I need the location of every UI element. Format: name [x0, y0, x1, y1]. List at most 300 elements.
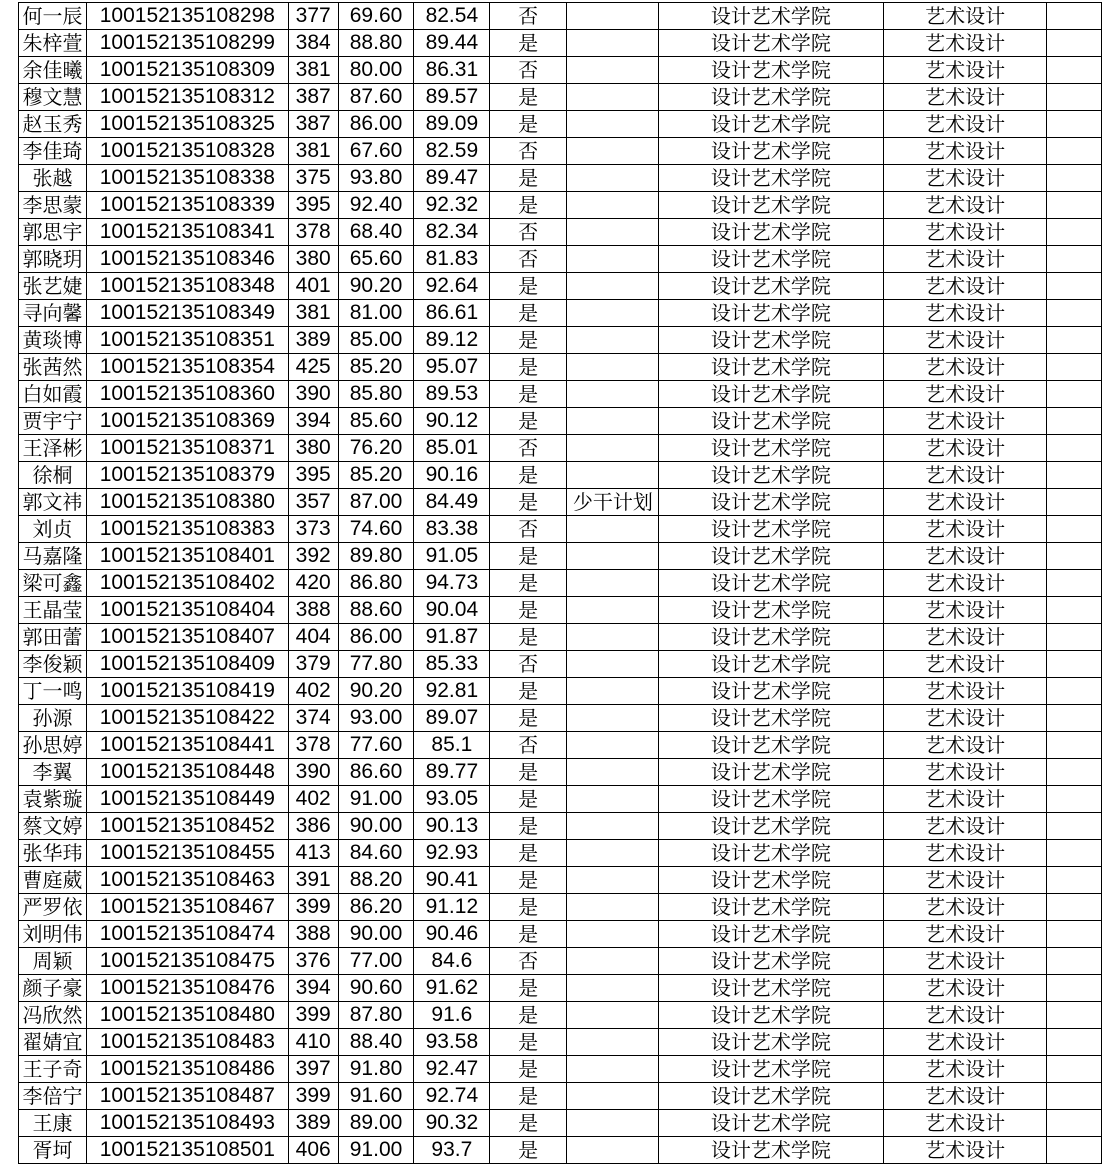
note-cell — [566, 813, 658, 840]
name-cell: 郭晓玥 — [19, 246, 87, 273]
initial-score-cell: 381 — [288, 57, 338, 84]
exam-id-cell: 100152135108419 — [86, 678, 288, 705]
major-cell: 艺术设计 — [883, 759, 1046, 786]
extra-cell — [1047, 57, 1102, 84]
note-cell — [566, 597, 658, 624]
admitted-cell: 是 — [490, 570, 567, 597]
interview-score-cell: 85.20 — [338, 462, 414, 489]
initial-score-cell: 374 — [288, 705, 338, 732]
school-cell: 设计艺术学院 — [658, 975, 883, 1002]
admitted-cell: 是 — [490, 597, 567, 624]
admitted-cell: 是 — [490, 408, 567, 435]
initial-score-cell: 402 — [288, 786, 338, 813]
name-cell: 黄琰博 — [19, 327, 87, 354]
major-cell: 艺术设计 — [883, 462, 1046, 489]
interview-score-cell: 74.60 — [338, 516, 414, 543]
table-row — [19, 354, 1102, 381]
interview-score-cell: 90.00 — [338, 921, 414, 948]
extra-cell — [1047, 678, 1102, 705]
exam-id-cell: 100152135108299 — [86, 30, 288, 57]
exam-id-cell: 100152135108309 — [86, 57, 288, 84]
table-row — [19, 543, 1102, 570]
extra-cell — [1047, 759, 1102, 786]
major-cell: 艺术设计 — [883, 57, 1046, 84]
school-cell: 设计艺术学院 — [658, 705, 883, 732]
major-cell: 艺术设计 — [883, 948, 1046, 975]
extra-cell — [1047, 867, 1102, 894]
interview-score-cell: 93.80 — [338, 165, 414, 192]
name-cell: 曹庭葳 — [19, 867, 87, 894]
note-cell — [566, 327, 658, 354]
note-cell — [566, 732, 658, 759]
note-cell — [566, 786, 658, 813]
name-cell: 李倍宁 — [19, 1083, 87, 1110]
major-cell: 艺术设计 — [883, 408, 1046, 435]
interview-score-cell: 91.00 — [338, 1137, 414, 1164]
initial-score-cell: 394 — [288, 408, 338, 435]
extra-cell — [1047, 840, 1102, 867]
extra-cell — [1047, 651, 1102, 678]
total-score-cell: 91.12 — [414, 894, 490, 921]
name-cell: 刘贞 — [19, 516, 87, 543]
table-row — [19, 570, 1102, 597]
total-score-cell: 93.05 — [414, 786, 490, 813]
initial-score-cell: 386 — [288, 813, 338, 840]
admitted-cell: 是 — [490, 786, 567, 813]
interview-score-cell: 76.20 — [338, 435, 414, 462]
total-score-cell: 92.47 — [414, 1056, 490, 1083]
major-cell: 艺术设计 — [883, 273, 1046, 300]
interview-score-cell: 90.20 — [338, 678, 414, 705]
interview-score-cell: 90.00 — [338, 813, 414, 840]
extra-cell — [1047, 246, 1102, 273]
admitted-cell: 是 — [490, 462, 567, 489]
table-row — [19, 57, 1102, 84]
major-cell: 艺术设计 — [883, 30, 1046, 57]
name-cell: 白如霞 — [19, 381, 87, 408]
total-score-cell: 93.58 — [414, 1029, 490, 1056]
extra-cell — [1047, 921, 1102, 948]
name-cell: 李翼 — [19, 759, 87, 786]
note-cell — [566, 867, 658, 894]
school-cell: 设计艺术学院 — [658, 1029, 883, 1056]
name-cell: 张艺婕 — [19, 273, 87, 300]
note-cell — [566, 408, 658, 435]
note-cell — [566, 651, 658, 678]
admitted-cell: 是 — [490, 354, 567, 381]
note-cell — [566, 57, 658, 84]
admitted-cell: 否 — [490, 651, 567, 678]
name-cell: 颜子豪 — [19, 975, 87, 1002]
school-cell: 设计艺术学院 — [658, 624, 883, 651]
initial-score-cell: 381 — [288, 300, 338, 327]
total-score-cell: 90.13 — [414, 813, 490, 840]
extra-cell — [1047, 516, 1102, 543]
extra-cell — [1047, 327, 1102, 354]
total-score-cell: 90.12 — [414, 408, 490, 435]
major-cell: 艺术设计 — [883, 165, 1046, 192]
table-row — [19, 948, 1102, 975]
major-cell: 艺术设计 — [883, 813, 1046, 840]
table-row — [19, 516, 1102, 543]
extra-cell — [1047, 354, 1102, 381]
name-cell: 严罗依 — [19, 894, 87, 921]
total-score-cell: 85.1 — [414, 732, 490, 759]
interview-score-cell: 92.40 — [338, 192, 414, 219]
name-cell: 梁可鑫 — [19, 570, 87, 597]
extra-cell — [1047, 408, 1102, 435]
exam-id-cell: 100152135108467 — [86, 894, 288, 921]
school-cell: 设计艺术学院 — [658, 732, 883, 759]
initial-score-cell: 399 — [288, 1002, 338, 1029]
initial-score-cell: 420 — [288, 570, 338, 597]
major-cell: 艺术设计 — [883, 435, 1046, 462]
admitted-cell: 否 — [490, 246, 567, 273]
major-cell: 艺术设计 — [883, 867, 1046, 894]
table-row — [19, 894, 1102, 921]
table-row — [19, 300, 1102, 327]
initial-score-cell: 404 — [288, 624, 338, 651]
initial-score-cell: 401 — [288, 273, 338, 300]
total-score-cell: 86.61 — [414, 300, 490, 327]
name-cell: 王晶莹 — [19, 597, 87, 624]
interview-score-cell: 91.80 — [338, 1056, 414, 1083]
exam-id-cell: 100152135108328 — [86, 138, 288, 165]
exam-id-cell: 100152135108348 — [86, 273, 288, 300]
extra-cell — [1047, 489, 1102, 516]
school-cell: 设计艺术学院 — [658, 3, 883, 30]
total-score-cell: 90.16 — [414, 462, 490, 489]
total-score-cell: 82.59 — [414, 138, 490, 165]
major-cell: 艺术设计 — [883, 111, 1046, 138]
note-cell — [566, 1083, 658, 1110]
name-cell: 李俊颖 — [19, 651, 87, 678]
table-row — [19, 84, 1102, 111]
school-cell: 设计艺术学院 — [658, 570, 883, 597]
admitted-cell: 是 — [490, 300, 567, 327]
note-cell: 少干计划 — [566, 489, 658, 516]
interview-score-cell: 93.00 — [338, 705, 414, 732]
major-cell: 艺术设计 — [883, 1137, 1046, 1164]
admitted-cell: 是 — [490, 1056, 567, 1083]
exam-id-cell: 100152135108351 — [86, 327, 288, 354]
major-cell: 艺术设计 — [883, 327, 1046, 354]
interview-score-cell: 77.80 — [338, 651, 414, 678]
total-score-cell: 84.6 — [414, 948, 490, 975]
exam-id-cell: 100152135108448 — [86, 759, 288, 786]
interview-score-cell: 87.80 — [338, 1002, 414, 1029]
note-cell — [566, 570, 658, 597]
admitted-cell: 是 — [490, 1137, 567, 1164]
interview-score-cell: 85.80 — [338, 381, 414, 408]
major-cell: 艺术设计 — [883, 894, 1046, 921]
interview-score-cell: 88.40 — [338, 1029, 414, 1056]
total-score-cell: 89.44 — [414, 30, 490, 57]
note-cell — [566, 246, 658, 273]
extra-cell — [1047, 1056, 1102, 1083]
admitted-cell: 是 — [490, 30, 567, 57]
school-cell: 设计艺术学院 — [658, 462, 883, 489]
initial-score-cell: 394 — [288, 975, 338, 1002]
note-cell — [566, 138, 658, 165]
total-score-cell: 89.12 — [414, 327, 490, 354]
table-row — [19, 1029, 1102, 1056]
table-row — [19, 138, 1102, 165]
total-score-cell: 89.09 — [414, 111, 490, 138]
table-row — [19, 327, 1102, 354]
initial-score-cell: 357 — [288, 489, 338, 516]
note-cell — [566, 705, 658, 732]
major-cell: 艺术设计 — [883, 516, 1046, 543]
school-cell: 设计艺术学院 — [658, 381, 883, 408]
school-cell: 设计艺术学院 — [658, 408, 883, 435]
table-row — [19, 408, 1102, 435]
table-row — [19, 732, 1102, 759]
note-cell — [566, 894, 658, 921]
major-cell: 艺术设计 — [883, 246, 1046, 273]
major-cell: 艺术设计 — [883, 1083, 1046, 1110]
exam-id-cell: 100152135108338 — [86, 165, 288, 192]
interview-score-cell: 86.80 — [338, 570, 414, 597]
interview-score-cell: 81.00 — [338, 300, 414, 327]
school-cell: 设计艺术学院 — [658, 543, 883, 570]
school-cell: 设计艺术学院 — [658, 1110, 883, 1137]
extra-cell — [1047, 948, 1102, 975]
major-cell: 艺术设计 — [883, 975, 1046, 1002]
interview-score-cell: 89.80 — [338, 543, 414, 570]
exam-id-cell: 100152135108487 — [86, 1083, 288, 1110]
interview-score-cell: 88.80 — [338, 30, 414, 57]
major-cell: 艺术设计 — [883, 840, 1046, 867]
school-cell: 设计艺术学院 — [658, 327, 883, 354]
name-cell: 李思蒙 — [19, 192, 87, 219]
school-cell: 设计艺术学院 — [658, 1002, 883, 1029]
exam-id-cell: 100152135108298 — [86, 3, 288, 30]
table-row — [19, 813, 1102, 840]
school-cell: 设计艺术学院 — [658, 516, 883, 543]
major-cell: 艺术设计 — [883, 381, 1046, 408]
extra-cell — [1047, 1137, 1102, 1164]
initial-score-cell: 397 — [288, 1056, 338, 1083]
total-score-cell: 89.07 — [414, 705, 490, 732]
note-cell — [566, 462, 658, 489]
name-cell: 郭思宇 — [19, 219, 87, 246]
total-score-cell: 92.81 — [414, 678, 490, 705]
extra-cell — [1047, 3, 1102, 30]
table-row — [19, 975, 1102, 1002]
interview-score-cell: 65.60 — [338, 246, 414, 273]
name-cell: 丁一鸣 — [19, 678, 87, 705]
exam-id-cell: 100152135108341 — [86, 219, 288, 246]
exam-id-cell: 100152135108501 — [86, 1137, 288, 1164]
exam-id-cell: 100152135108463 — [86, 867, 288, 894]
table-row — [19, 165, 1102, 192]
admitted-cell: 是 — [490, 1110, 567, 1137]
interview-score-cell: 91.60 — [338, 1083, 414, 1110]
admitted-cell: 是 — [490, 192, 567, 219]
table-row — [19, 1002, 1102, 1029]
note-cell — [566, 84, 658, 111]
major-cell: 艺术设计 — [883, 1029, 1046, 1056]
initial-score-cell: 402 — [288, 678, 338, 705]
total-score-cell: 89.57 — [414, 84, 490, 111]
total-score-cell: 92.93 — [414, 840, 490, 867]
note-cell — [566, 219, 658, 246]
major-cell: 艺术设计 — [883, 786, 1046, 813]
interview-score-cell: 88.20 — [338, 867, 414, 894]
interview-score-cell: 87.60 — [338, 84, 414, 111]
name-cell: 蔡文婷 — [19, 813, 87, 840]
admitted-cell: 是 — [490, 705, 567, 732]
major-cell: 艺术设计 — [883, 354, 1046, 381]
note-cell — [566, 759, 658, 786]
exam-id-cell: 100152135108486 — [86, 1056, 288, 1083]
initial-score-cell: 388 — [288, 921, 338, 948]
interview-score-cell: 69.60 — [338, 3, 414, 30]
admitted-cell: 是 — [490, 840, 567, 867]
admitted-cell: 是 — [490, 111, 567, 138]
admitted-cell: 是 — [490, 327, 567, 354]
school-cell: 设计艺术学院 — [658, 921, 883, 948]
extra-cell — [1047, 111, 1102, 138]
exam-id-cell: 100152135108404 — [86, 597, 288, 624]
interview-score-cell: 90.60 — [338, 975, 414, 1002]
interview-score-cell: 84.60 — [338, 840, 414, 867]
school-cell: 设计艺术学院 — [658, 57, 883, 84]
total-score-cell: 90.04 — [414, 597, 490, 624]
initial-score-cell: 391 — [288, 867, 338, 894]
school-cell: 设计艺术学院 — [658, 435, 883, 462]
school-cell: 设计艺术学院 — [658, 165, 883, 192]
school-cell: 设计艺术学院 — [658, 30, 883, 57]
note-cell — [566, 192, 658, 219]
name-cell: 朱梓萱 — [19, 30, 87, 57]
admitted-cell: 是 — [490, 273, 567, 300]
initial-score-cell: 380 — [288, 246, 338, 273]
exam-id-cell: 100152135108493 — [86, 1110, 288, 1137]
note-cell — [566, 948, 658, 975]
exam-id-cell: 100152135108346 — [86, 246, 288, 273]
table-row — [19, 30, 1102, 57]
initial-score-cell: 377 — [288, 3, 338, 30]
name-cell: 余佳曦 — [19, 57, 87, 84]
note-cell — [566, 300, 658, 327]
initial-score-cell: 392 — [288, 543, 338, 570]
note-cell — [566, 921, 658, 948]
interview-score-cell: 80.00 — [338, 57, 414, 84]
name-cell: 张越 — [19, 165, 87, 192]
exam-id-cell: 100152135108452 — [86, 813, 288, 840]
table-row — [19, 759, 1102, 786]
initial-score-cell: 378 — [288, 732, 338, 759]
school-cell: 设计艺术学院 — [658, 894, 883, 921]
table-row — [19, 624, 1102, 651]
table-row — [19, 111, 1102, 138]
school-cell: 设计艺术学院 — [658, 948, 883, 975]
table-row — [19, 1110, 1102, 1137]
name-cell: 贾宇宁 — [19, 408, 87, 435]
total-score-cell: 91.05 — [414, 543, 490, 570]
exam-id-cell: 100152135108383 — [86, 516, 288, 543]
initial-score-cell: 399 — [288, 1083, 338, 1110]
extra-cell — [1047, 138, 1102, 165]
extra-cell — [1047, 705, 1102, 732]
table-row — [19, 462, 1102, 489]
initial-score-cell: 406 — [288, 1137, 338, 1164]
initial-score-cell: 379 — [288, 651, 338, 678]
school-cell: 设计艺术学院 — [658, 111, 883, 138]
total-score-cell: 92.74 — [414, 1083, 490, 1110]
extra-cell — [1047, 84, 1102, 111]
exam-id-cell: 100152135108476 — [86, 975, 288, 1002]
exam-id-cell: 100152135108409 — [86, 651, 288, 678]
note-cell — [566, 273, 658, 300]
total-score-cell: 91.62 — [414, 975, 490, 1002]
total-score-cell: 82.34 — [414, 219, 490, 246]
initial-score-cell: 381 — [288, 138, 338, 165]
total-score-cell: 86.31 — [414, 57, 490, 84]
initial-score-cell: 376 — [288, 948, 338, 975]
name-cell: 张茜然 — [19, 354, 87, 381]
note-cell — [566, 1137, 658, 1164]
admitted-cell: 否 — [490, 435, 567, 462]
table-row — [19, 1137, 1102, 1164]
table-row — [19, 273, 1102, 300]
extra-cell — [1047, 435, 1102, 462]
exam-id-cell: 100152135108360 — [86, 381, 288, 408]
table-row — [19, 597, 1102, 624]
table-row — [19, 705, 1102, 732]
note-cell — [566, 435, 658, 462]
table-row — [19, 3, 1102, 30]
major-cell: 艺术设计 — [883, 705, 1046, 732]
table-row — [19, 651, 1102, 678]
note-cell — [566, 3, 658, 30]
interview-score-cell: 85.00 — [338, 327, 414, 354]
extra-cell — [1047, 1083, 1102, 1110]
extra-cell — [1047, 732, 1102, 759]
note-cell — [566, 516, 658, 543]
interview-score-cell: 77.60 — [338, 732, 414, 759]
name-cell: 王子奇 — [19, 1056, 87, 1083]
total-score-cell: 95.07 — [414, 354, 490, 381]
admitted-cell: 是 — [490, 165, 567, 192]
extra-cell — [1047, 1110, 1102, 1137]
interview-score-cell: 86.20 — [338, 894, 414, 921]
initial-score-cell: 387 — [288, 111, 338, 138]
initial-score-cell: 388 — [288, 597, 338, 624]
school-cell: 设计艺术学院 — [658, 219, 883, 246]
note-cell — [566, 381, 658, 408]
school-cell: 设计艺术学院 — [658, 597, 883, 624]
table-row — [19, 786, 1102, 813]
school-cell: 设计艺术学院 — [658, 759, 883, 786]
major-cell: 艺术设计 — [883, 597, 1046, 624]
extra-cell — [1047, 219, 1102, 246]
name-cell: 郭田蕾 — [19, 624, 87, 651]
exam-id-cell: 100152135108380 — [86, 489, 288, 516]
initial-score-cell: 373 — [288, 516, 338, 543]
admitted-cell: 是 — [490, 759, 567, 786]
interview-score-cell: 77.00 — [338, 948, 414, 975]
interview-score-cell: 87.00 — [338, 489, 414, 516]
total-score-cell: 92.64 — [414, 273, 490, 300]
table-row — [19, 435, 1102, 462]
initial-score-cell: 375 — [288, 165, 338, 192]
major-cell: 艺术设计 — [883, 1002, 1046, 1029]
name-cell: 周颖 — [19, 948, 87, 975]
admitted-cell: 否 — [490, 57, 567, 84]
